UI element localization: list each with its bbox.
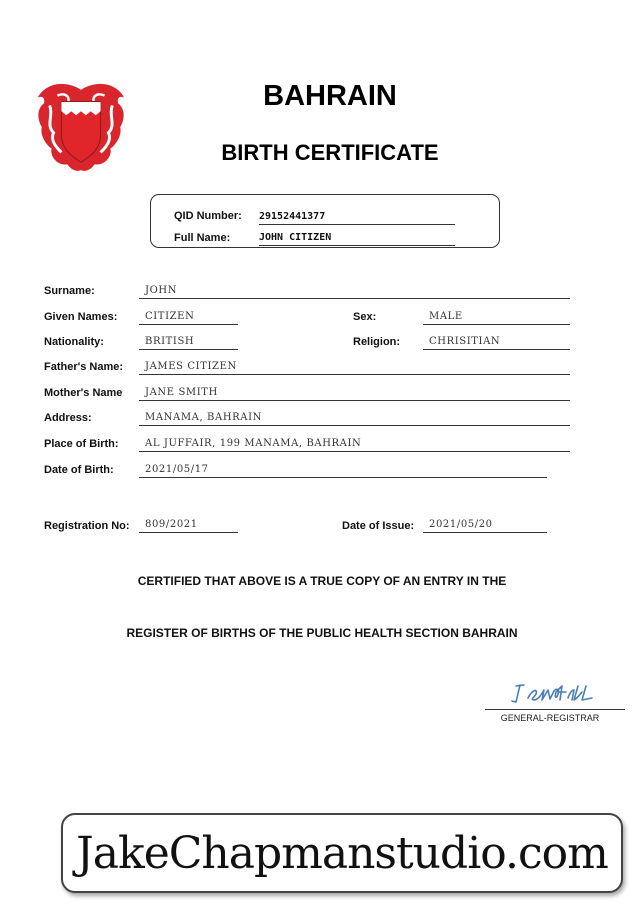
given-names-value: CITIZEN bbox=[139, 311, 238, 325]
signature-caption: GENERAL-REGISTRAR bbox=[500, 713, 600, 723]
nationality-label: Nationality: bbox=[44, 336, 104, 348]
registration-no-label: Registration No: bbox=[44, 520, 130, 532]
religion-label: Religion: bbox=[353, 336, 401, 348]
surname-label: Surname: bbox=[44, 285, 95, 297]
father-name-value: JAMES CITIZEN bbox=[139, 361, 570, 375]
mother-name-value: JANE SMITH bbox=[139, 387, 570, 401]
watermark-text: JakeChapmanstudio.com bbox=[76, 827, 608, 879]
signature-line bbox=[485, 709, 625, 710]
surname-value: JOHN bbox=[139, 285, 570, 299]
registration-no-value: 809/2021 bbox=[139, 519, 238, 533]
fullname-label: Full Name: bbox=[174, 232, 231, 244]
date-of-issue-value: 2021/05/20 bbox=[423, 519, 547, 533]
father-name-label: Father's Name: bbox=[44, 361, 124, 373]
date-of-issue-label: Date of Issue: bbox=[342, 520, 415, 532]
fullname-value: JOHN CITIZEN bbox=[259, 232, 455, 246]
sex-value: MALE bbox=[423, 311, 570, 325]
certification-line-2: REGISTER OF BIRTHS OF THE PUBLIC HEALTH SECTION BAHRAIN bbox=[126, 626, 518, 640]
address-value: MANAMA, BAHRAIN bbox=[139, 412, 570, 426]
qid-label: QID Number: bbox=[174, 210, 242, 222]
certification-line-1: CERTIFIED THAT ABOVE IS A TRUE COPY OF AN ENTRY IN THE bbox=[137, 574, 507, 588]
given-names-label: Given Names: bbox=[44, 311, 118, 323]
religion-value: CHRISITIAN bbox=[423, 336, 570, 350]
date-of-birth-label: Date of Birth: bbox=[44, 464, 114, 476]
nationality-value: BRITISH bbox=[139, 336, 238, 350]
sex-label: Sex: bbox=[353, 311, 377, 323]
date-of-birth-value: 2021/05/17 bbox=[139, 464, 547, 478]
mother-name-label: Mother's Name bbox=[44, 387, 123, 399]
qid-value: 29152441377 bbox=[259, 211, 455, 225]
country-title: BAHRAIN bbox=[263, 80, 397, 112]
watermark-banner bbox=[61, 813, 623, 893]
address-label: Address: bbox=[44, 412, 92, 424]
registrar-signature bbox=[508, 680, 598, 706]
place-of-birth-value: AL JUFFAIR, 199 MANAMA, BAHRAIN bbox=[139, 438, 570, 452]
bahrain-coat-of-arms-icon bbox=[32, 76, 130, 174]
id-box bbox=[150, 194, 500, 248]
document-title: BIRTH CERTIFICATE bbox=[221, 140, 439, 165]
place-of-birth-label: Place of Birth: bbox=[44, 438, 119, 450]
